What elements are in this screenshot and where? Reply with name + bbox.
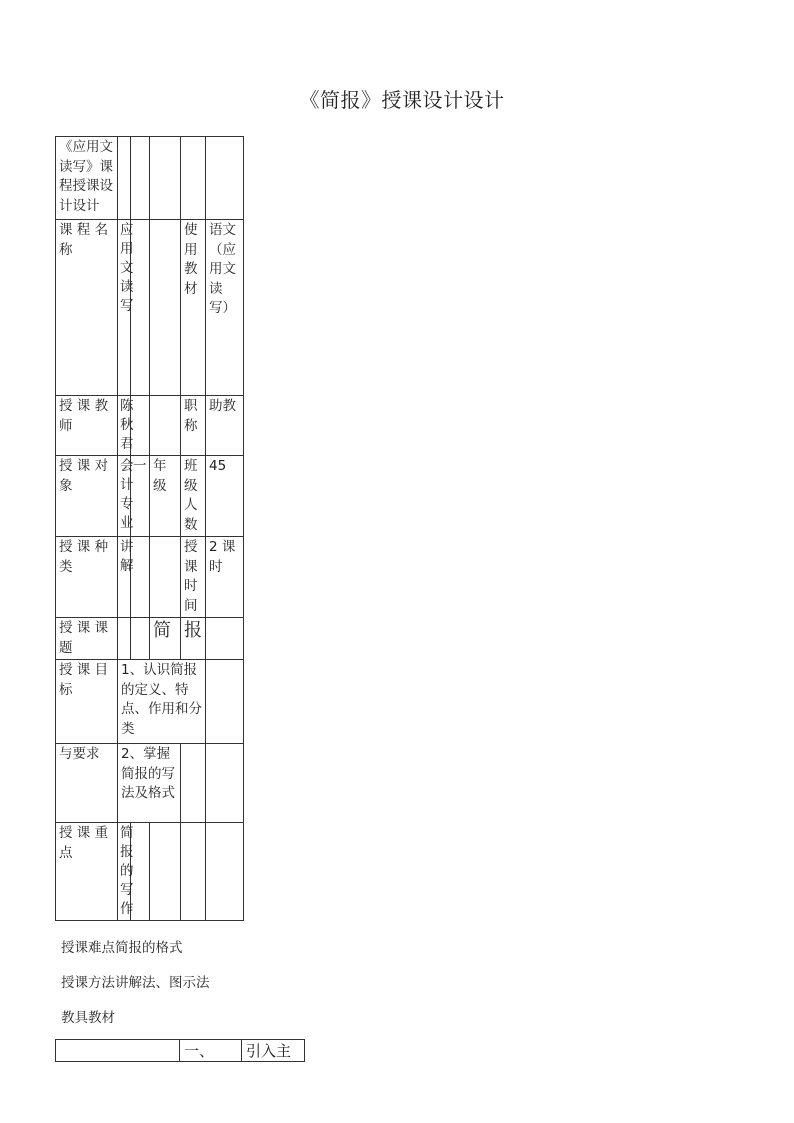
job-title-label: 职称 xyxy=(181,396,206,456)
job-title-value: 助教 xyxy=(206,396,244,456)
course-info-table xyxy=(55,136,244,921)
table-row xyxy=(56,456,244,537)
course-name-label: 课 程 名称 xyxy=(56,220,118,396)
section-number: 一、 xyxy=(180,1040,242,1062)
document-title: 《简报》授课设计设计 xyxy=(299,88,505,112)
lesson-plan-table xyxy=(55,1039,305,1062)
topic-char-1: 简 xyxy=(150,618,181,660)
topic-label: 授 课 课题 xyxy=(56,618,118,660)
empty-cell xyxy=(118,618,131,660)
audience-label: 授 课 对象 xyxy=(56,456,118,537)
empty-cell xyxy=(206,744,244,823)
textbook-value: 语文（应用文读写） xyxy=(206,220,244,396)
table-row xyxy=(56,823,244,921)
table-row xyxy=(56,744,244,823)
class-size-value: 45 xyxy=(206,456,244,537)
empty-cell xyxy=(150,220,181,396)
table-row xyxy=(56,1040,305,1062)
empty-cell xyxy=(131,137,150,220)
table-row xyxy=(56,660,244,744)
topic-char-2: 报 xyxy=(181,618,206,660)
hours-label: 授课时间 xyxy=(181,537,206,618)
table-row xyxy=(56,618,244,660)
empty-cell xyxy=(206,137,244,220)
type-label: 授 课 种类 xyxy=(56,537,118,618)
empty-cell xyxy=(131,618,150,660)
table-row xyxy=(56,220,244,396)
empty-cell xyxy=(150,137,181,220)
empty-cell xyxy=(181,823,206,921)
course-header-cell: 《应用文读写》课程授课设计设计 xyxy=(56,137,118,220)
empty-cell xyxy=(206,823,244,921)
goal-1-text: 1、认识简报的定义、特点、作用和分类 xyxy=(118,660,206,744)
difficulty-line: 授课难点简报的格式 xyxy=(61,940,183,956)
tools-line: 教具教材 xyxy=(61,1010,115,1026)
table-row xyxy=(56,396,244,456)
teacher-value: 陈秋君 xyxy=(118,396,131,456)
focus-label: 授 课 重点 xyxy=(56,823,118,921)
goal-label: 授 课 目标 xyxy=(56,660,118,744)
goal-2-text: 2、掌握简报的写法及格式 xyxy=(118,744,181,823)
course-name-value: 应用文读写 xyxy=(118,220,131,396)
focus-value: 简报的写作 xyxy=(118,823,131,921)
empty-cell xyxy=(150,823,181,921)
empty-cell xyxy=(181,137,206,220)
grade-label: 年级 xyxy=(150,456,181,537)
hours-value: 2 课时 xyxy=(206,537,244,618)
empty-cell xyxy=(56,1040,180,1062)
type-value: 讲解 xyxy=(118,537,131,618)
empty-cell xyxy=(181,744,206,823)
textbook-label: 使用教材 xyxy=(181,220,206,396)
empty-cell xyxy=(150,537,181,618)
method-line: 授课方法讲解法、图示法 xyxy=(61,975,210,991)
empty-cell xyxy=(206,618,244,660)
section-title: 引入主 xyxy=(242,1040,305,1062)
audience-value: 会计专业 xyxy=(118,456,131,537)
grade-prefix: 一 xyxy=(131,456,150,537)
empty-cell xyxy=(206,660,244,744)
table-row xyxy=(56,537,244,618)
teacher-label: 授 课 教师 xyxy=(56,396,118,456)
requirement-label: 与要求 xyxy=(56,744,118,823)
class-size-label: 班级人数 xyxy=(181,456,206,537)
table-row xyxy=(56,137,244,220)
empty-cell xyxy=(150,396,181,456)
empty-cell xyxy=(118,137,131,220)
